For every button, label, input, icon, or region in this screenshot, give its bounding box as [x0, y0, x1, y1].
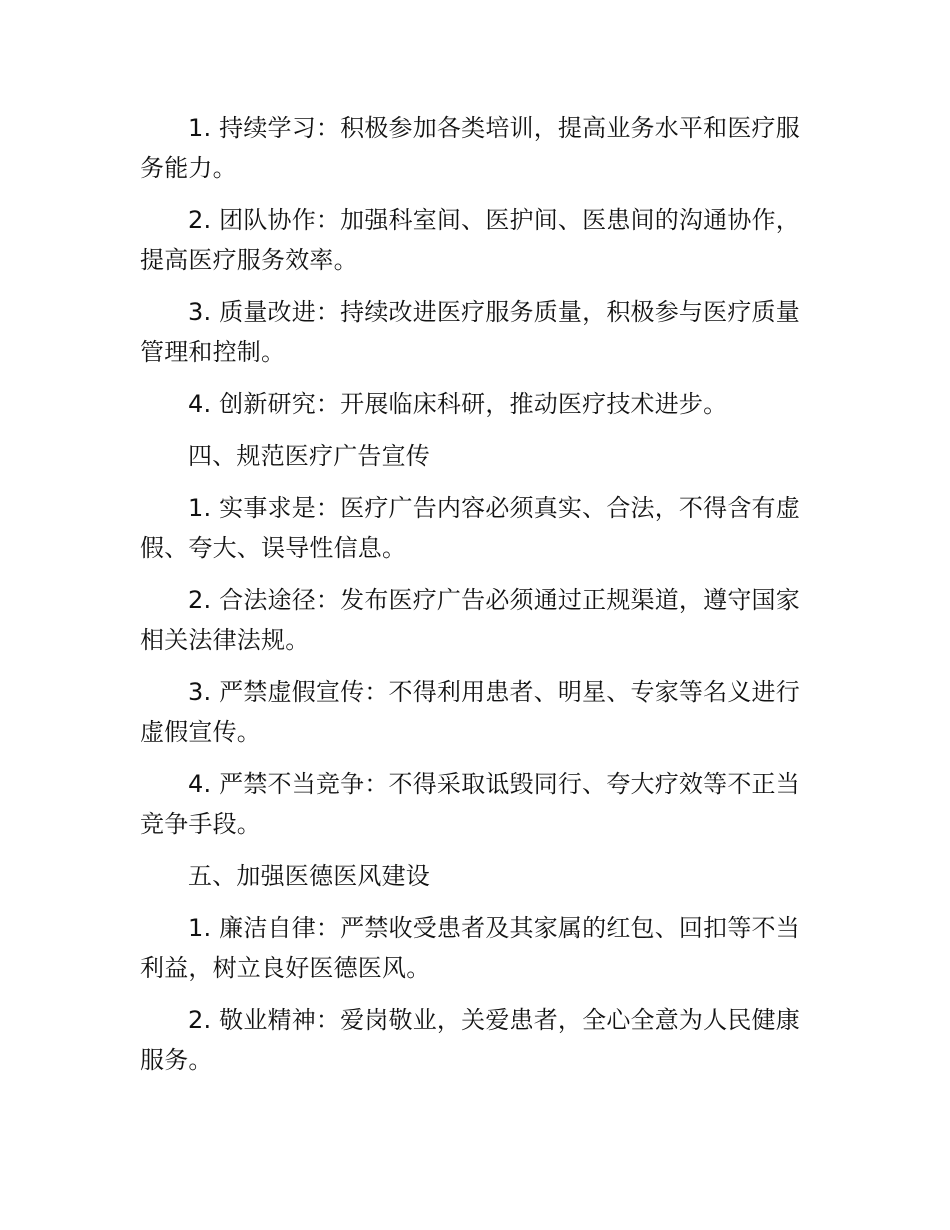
paragraph-legal-channels: 2. 合法途径：发布医疗广告必须通过正规渠道，遵守国家相关法律法规。 — [140, 586, 800, 654]
paragraph-continuous-learning: 1. 持续学习：积极参加各类培训，提高业务水平和医疗服务能力。 — [140, 114, 800, 182]
section-heading-medical-ethics: 五、加强医德医风建设 — [188, 862, 430, 890]
paragraph-integrity: 1. 廉洁自律：严禁收受患者及其家属的红包、回扣等不当利益，树立良好医德医风。 — [140, 914, 800, 982]
paragraph-no-unfair-competition: 4. 严禁不当竞争：不得采取诋毁同行、夸大疗效等不正当竞争手段。 — [140, 770, 800, 838]
paragraph-quality-improvement: 3. 质量改进：持续改进医疗服务质量，积极参与医疗质量管理和控制。 — [140, 298, 800, 366]
paragraph-truthful-advertising: 1. 实事求是：医疗广告内容必须真实、合法，不得含有虚假、夸大、误导性信息。 — [140, 494, 800, 562]
section-heading-advertising: 四、规范医疗广告宣传 — [188, 442, 430, 470]
paragraph-team-collaboration: 2. 团队协作：加强科室间、医护间、医患间的沟通协作，提高医疗服务效率。 — [140, 206, 800, 274]
paragraph-dedication: 2. 敬业精神：爱岗敬业，关爱患者，全心全意为人民健康服务。 — [140, 1006, 800, 1074]
paragraph-innovation-research: 4. 创新研究：开展临床科研，推动医疗技术进步。 — [188, 390, 728, 418]
paragraph-no-false-promotion: 3. 严禁虚假宣传：不得利用患者、明星、专家等名义进行虚假宣传。 — [140, 678, 800, 746]
document-body — [140, 108, 812, 1092]
